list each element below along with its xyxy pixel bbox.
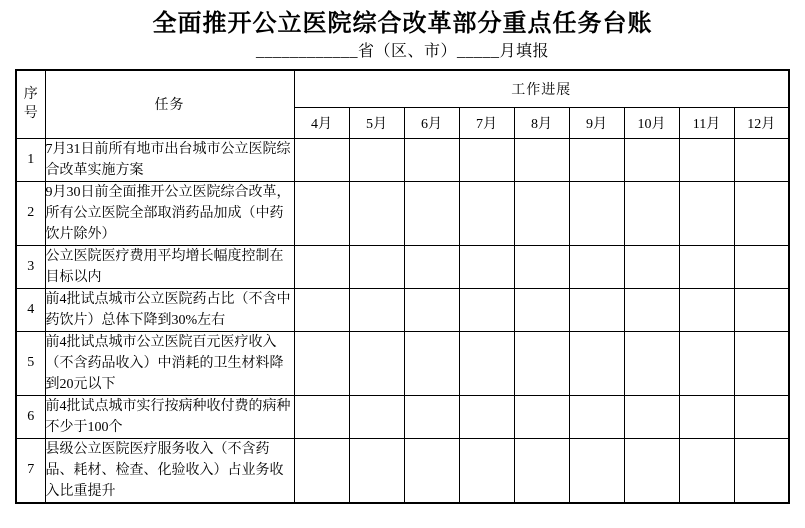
progress-cell [459,288,514,331]
progress-cell [514,288,569,331]
progress-cell [679,138,734,181]
row-number: 5 [16,331,45,395]
progress-cell [734,181,789,245]
progress-cell [514,181,569,245]
progress-cell [679,245,734,288]
progress-cell [459,395,514,438]
progress-cell [459,138,514,181]
task-ledger-table [15,69,790,504]
column-header-month: 12月 [734,107,789,138]
column-header-index: 序号 [16,70,45,138]
table-row [16,245,789,288]
progress-cell [349,138,404,181]
progress-cell [569,395,624,438]
progress-cell [734,395,789,438]
progress-cell [624,331,679,395]
progress-cell [679,288,734,331]
progress-cell [569,245,624,288]
progress-cell [514,138,569,181]
row-number: 4 [16,288,45,331]
progress-cell [569,181,624,245]
progress-cell [569,438,624,503]
progress-cell [294,438,349,503]
progress-cell [404,395,459,438]
progress-cell [404,288,459,331]
progress-cell [294,138,349,181]
task-cell: 前4批试点城市公立医院百元医疗收入（不含药品收入）中消耗的卫生材料降到20元以下 [45,331,294,395]
task-cell: 7月31日前所有地市出台城市公立医院综合改革实施方案 [45,138,294,181]
column-header-progress: 工作进展 [294,70,789,107]
row-number: 3 [16,245,45,288]
document-title: 全面推开公立医院综合改革部分重点任务台账 [152,11,653,37]
progress-cell [459,181,514,245]
progress-cell [349,245,404,288]
progress-cell [624,438,679,503]
progress-cell [569,288,624,331]
progress-cell [349,181,404,245]
progress-cell [294,288,349,331]
progress-cell [349,288,404,331]
progress-cell [624,395,679,438]
row-number: 1 [16,138,45,181]
progress-cell [294,395,349,438]
table-row [16,138,789,181]
progress-cell [459,331,514,395]
progress-cell [734,288,789,331]
progress-cell [624,138,679,181]
task-cell: 县级公立医院医疗服务收入（不含药品、耗材、检查、化验收入）占业务收入比重提升 [45,438,294,503]
task-cell: 前4批试点城市实行按病种收付费的病种不少于100个 [45,395,294,438]
progress-cell [404,245,459,288]
progress-cell [404,438,459,503]
progress-cell [624,245,679,288]
progress-cell [624,181,679,245]
task-cell: 前4批试点城市公立医院药占比（不含中药饮片）总体下降到30%左右 [45,288,294,331]
progress-cell [734,245,789,288]
report-subtitle: ____________省（区、市）_____月填报 [255,43,549,60]
progress-cell [734,438,789,503]
column-header-month: 4月 [294,107,349,138]
progress-cell [679,331,734,395]
progress-cell [349,438,404,503]
progress-cell [679,395,734,438]
progress-cell [459,438,514,503]
table-row [16,331,789,395]
progress-cell [404,181,459,245]
row-number: 7 [16,438,45,503]
progress-cell [459,245,514,288]
progress-cell [679,181,734,245]
row-number: 2 [16,181,45,245]
progress-cell [349,395,404,438]
progress-cell [569,138,624,181]
progress-cell [679,438,734,503]
column-header-month: 10月 [624,107,679,138]
column-header-month: 9月 [569,107,624,138]
table-row [16,395,789,438]
column-header-task: 任务 [45,70,294,138]
header-row-progress [16,70,789,107]
table-row [16,181,789,245]
column-header-month: 7月 [459,107,514,138]
progress-cell [624,288,679,331]
progress-cell [404,138,459,181]
progress-cell [514,245,569,288]
progress-cell [294,245,349,288]
progress-cell [514,331,569,395]
task-cell: 9月30日前全面推开公立医院综合改革，所有公立医院全部取消药品加成（中药饮片除外） [45,181,294,245]
task-cell: 公立医院医疗费用平均增长幅度控制在目标以内 [45,245,294,288]
progress-cell [734,138,789,181]
progress-cell [514,395,569,438]
progress-cell [404,331,459,395]
column-header-month: 11月 [679,107,734,138]
progress-cell [569,331,624,395]
progress-cell [514,438,569,503]
progress-cell [294,331,349,395]
table-row [16,438,789,503]
progress-cell [349,331,404,395]
progress-cell [734,331,789,395]
column-header-month: 5月 [349,107,404,138]
row-number: 6 [16,395,45,438]
column-header-month: 8月 [514,107,569,138]
table-row [16,288,789,331]
column-header-month: 6月 [404,107,459,138]
progress-cell [294,181,349,245]
